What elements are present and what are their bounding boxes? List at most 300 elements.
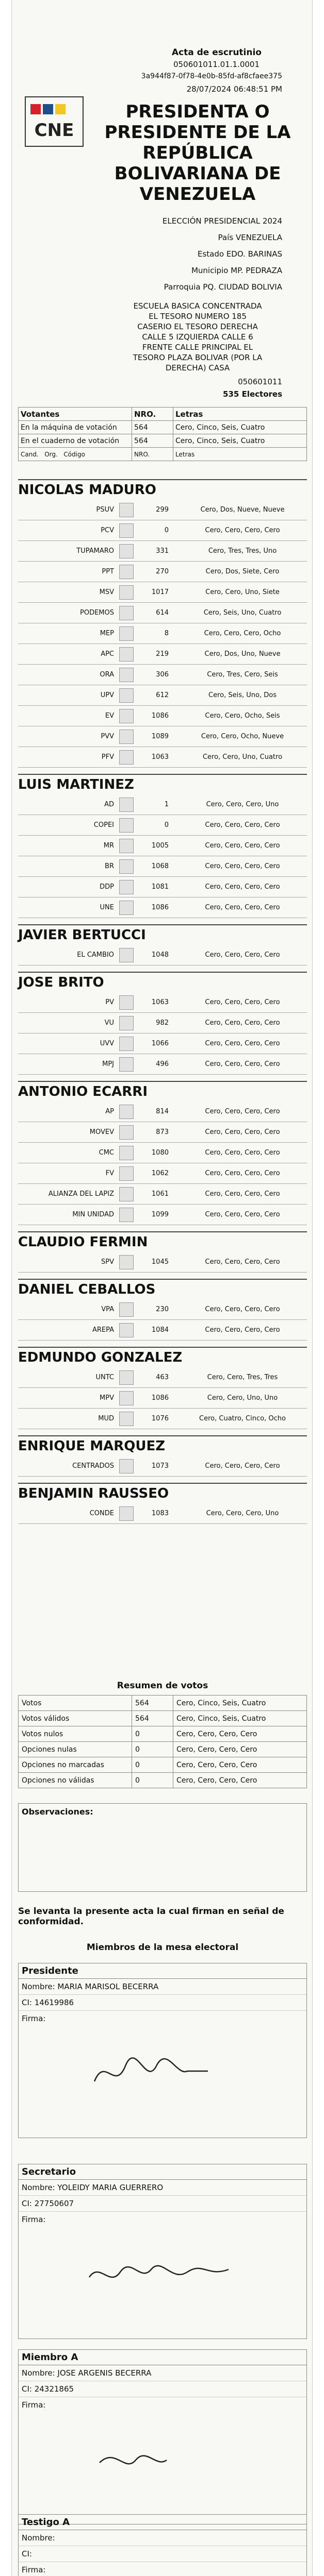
party-org: DDP xyxy=(100,883,114,891)
party-logo-icon xyxy=(119,626,134,641)
party-row xyxy=(18,706,307,726)
party-org: PODEMOS xyxy=(80,609,114,617)
party-row xyxy=(18,794,307,815)
acta-label: Acta de escrutinio xyxy=(171,47,262,58)
party-logo-icon xyxy=(119,503,134,517)
observaciones-label: Observaciones: xyxy=(22,1807,93,1817)
party-votes: 1073 xyxy=(151,1462,169,1470)
party-row xyxy=(18,623,307,644)
party-row xyxy=(18,1122,307,1143)
party-row xyxy=(18,562,307,582)
party-votes: 219 xyxy=(156,650,169,658)
party-org: MIN UNIDAD xyxy=(72,1211,114,1218)
signature-icon xyxy=(84,2045,239,2097)
candidate-name: ANTONIO ECARRI xyxy=(18,1081,307,1099)
candidate-name: JOSE BRITO xyxy=(18,972,307,990)
party-votes: 1086 xyxy=(151,712,169,720)
centro-line: EL TESORO NUMERO 185 xyxy=(149,312,247,321)
party-logo-icon xyxy=(119,839,134,853)
party-row xyxy=(18,500,307,520)
party-votes-letters: Cero, Cero, Cero, Cero xyxy=(205,1149,280,1157)
party-row xyxy=(18,1054,307,1075)
party-row xyxy=(18,897,307,918)
party-votes-letters: Cero, Cero, Cero, Cero xyxy=(205,1190,280,1198)
party-logo-icon xyxy=(119,948,134,962)
party-row xyxy=(18,1299,307,1320)
member-role: Presidente xyxy=(19,1963,306,1979)
parroquia: Parroquia PQ. CIUDAD BOLIVIA xyxy=(164,282,282,292)
signature-stroke xyxy=(94,2058,208,2081)
party-logo-icon xyxy=(119,688,134,703)
party-votes: 1017 xyxy=(151,588,169,596)
party-org: CONDE xyxy=(89,1510,114,1517)
party-org: COPEI xyxy=(93,821,114,829)
party-row xyxy=(18,685,307,706)
party-org: MEP xyxy=(100,630,114,637)
party-votes-letters: Cero, Cero, Cero, Cero xyxy=(205,951,280,959)
sub-codigo: Código xyxy=(63,450,85,458)
party-org: UVV xyxy=(100,1040,114,1047)
title-line-4: BOLIVARIANA DE xyxy=(114,163,281,184)
party-votes: 1063 xyxy=(151,998,169,1006)
party-votes-letters: Cero, Dos, Nueve, Nueve xyxy=(200,506,285,514)
totals-label: Votos xyxy=(19,1696,132,1711)
candidate-name: EDMUNDO GONZALEZ xyxy=(18,1347,307,1365)
sub-nro: NRO. xyxy=(132,448,173,461)
party-votes: 1 xyxy=(164,801,169,808)
party-votes-letters: Cero, Seis, Uno, Cuatro xyxy=(203,609,282,617)
party-logo-icon xyxy=(119,901,134,915)
totals-letras: Cero, Cero, Cero, Cero xyxy=(173,1726,307,1742)
sub-org: Org. xyxy=(44,450,58,458)
member-ci: CI: xyxy=(19,2546,306,2562)
party-votes-letters: Cero, Cero, Cero, Cero xyxy=(205,1040,280,1047)
sub-cand: Cand. xyxy=(21,450,39,458)
candidate-name: NICOLAS MADURO xyxy=(18,479,307,498)
party-row xyxy=(18,1252,307,1273)
table-row xyxy=(19,421,307,434)
party-votes-letters: Cero, Cero, Tres, Tres xyxy=(207,1374,278,1381)
totals-letras: Cero, Cinco, Seis, Cuatro xyxy=(173,1711,307,1726)
party-votes-letters: Cero, Cero, Cero, Cero xyxy=(205,1306,280,1313)
party-logo-icon xyxy=(119,1391,134,1405)
party-org: BR xyxy=(105,862,114,870)
party-logo-icon xyxy=(119,585,134,600)
party-org: VPA xyxy=(101,1306,114,1313)
party-votes: 0 xyxy=(164,821,169,829)
party-row xyxy=(18,1409,307,1429)
party-logo-icon xyxy=(119,1323,134,1337)
party-votes: 299 xyxy=(156,506,169,514)
totals-letras: Cero, Cero, Cero, Cero xyxy=(173,1757,307,1773)
centro-line: TESORO PLAZA BOLIVAR (POR LA xyxy=(133,353,263,362)
party-votes-letters: Cero, Cero, Cero, Cero xyxy=(205,1170,280,1177)
party-org: MPJ xyxy=(102,1060,114,1068)
totals-table xyxy=(18,1695,307,1788)
member-firma: Firma: xyxy=(22,2215,46,2224)
member-firma: Firma: xyxy=(22,2565,46,2574)
row-letras: Cero, Cinco, Seis, Cuatro xyxy=(173,434,307,448)
party-votes-letters: Cero, Cero, Cero, Cero xyxy=(205,1019,280,1027)
party-votes: 1045 xyxy=(151,1258,169,1266)
totals-label: Votos nulos xyxy=(19,1726,132,1742)
party-votes: 1048 xyxy=(151,951,169,959)
party-votes: 1086 xyxy=(151,1394,169,1402)
title-line-2: PRESIDENTE DE LA xyxy=(104,122,291,143)
member-role: Testigo A xyxy=(19,2515,306,2530)
party-row xyxy=(18,665,307,685)
party-row xyxy=(18,1320,307,1341)
party-org: AREPA xyxy=(92,1326,114,1334)
party-logo-icon xyxy=(119,1105,134,1119)
row-nro: 564 xyxy=(132,421,173,434)
party-org: PVV xyxy=(101,733,114,740)
party-org: MR xyxy=(103,842,114,850)
party-org: PSUV xyxy=(96,506,114,514)
candidate-name: BENJAMIN RAUSSEO xyxy=(18,1483,307,1501)
party-row xyxy=(18,1143,307,1163)
cne-logo-icon xyxy=(21,92,87,152)
party-row xyxy=(18,945,307,965)
party-logo-icon xyxy=(119,647,134,662)
party-votes: 1062 xyxy=(151,1170,169,1177)
party-votes: 1083 xyxy=(151,1510,169,1517)
sub-col xyxy=(19,448,132,461)
totals-nro: 0 xyxy=(132,1773,173,1788)
party-logo-icon xyxy=(119,1057,134,1072)
party-logo-icon xyxy=(119,1146,134,1160)
party-votes-letters: Cero, Cero, Cero, Cero xyxy=(205,904,280,911)
party-row xyxy=(18,1163,307,1184)
party-votes-letters: Cero, Cero, Cero, Cero xyxy=(205,1128,280,1136)
totals-row xyxy=(19,1726,307,1742)
party-row xyxy=(18,582,307,603)
party-org: MOVEV xyxy=(89,1128,114,1136)
member-ci: CI: 24321865 xyxy=(19,2381,306,2397)
party-org: UNE xyxy=(100,904,114,911)
party-org: SPV xyxy=(101,1258,114,1266)
party-votes-letters: Cero, Cero, Cero, Cero xyxy=(205,1211,280,1218)
receipt-paper xyxy=(11,0,313,2576)
totals-label: Votos válidos xyxy=(19,1711,132,1726)
party-org: CENTRADOS xyxy=(72,1462,114,1470)
party-logo-icon xyxy=(119,668,134,682)
party-votes-letters: Cero, Cero, Cero, Uno xyxy=(206,801,279,808)
signature-stroke xyxy=(100,2456,167,2464)
pais: País VENEZUELA xyxy=(218,233,282,242)
party-org: CMC xyxy=(99,1149,114,1157)
member-nombre: Nombre: xyxy=(19,2530,306,2546)
party-votes-letters: Cero, Dos, Siete, Cero xyxy=(205,568,280,575)
members-title: Miembros de la mesa electoral xyxy=(86,1942,239,1953)
party-votes-letters: Cero, Cero, Cero, Ocho xyxy=(204,630,281,637)
estado: Estado EDO. BARINAS xyxy=(198,249,282,259)
party-org: MSV xyxy=(99,588,114,596)
party-logo-icon xyxy=(119,730,134,744)
col-nro: NRO. xyxy=(132,408,173,421)
party-org: EV xyxy=(105,712,114,720)
party-logo-icon xyxy=(119,523,134,538)
party-votes: 1076 xyxy=(151,1415,169,1422)
totals-row xyxy=(19,1696,307,1711)
party-logo-icon xyxy=(119,565,134,579)
party-votes-letters: Cero, Cero, Cero, Cero xyxy=(205,527,280,534)
party-row xyxy=(18,541,307,562)
party-row xyxy=(18,1184,307,1205)
party-row xyxy=(18,877,307,897)
party-votes-letters: Cero, Tres, Cero, Seis xyxy=(207,671,278,679)
party-logo-icon xyxy=(119,1370,134,1385)
party-logo-icon xyxy=(119,1459,134,1473)
party-votes-letters: Cero, Cero, Uno, Siete xyxy=(205,588,280,596)
acta-timestamp: 28/07/2024 06:48:51 PM xyxy=(186,84,282,94)
party-votes-letters: Cero, Cuatro, Cinco, Ocho xyxy=(199,1415,286,1422)
party-logo-icon xyxy=(119,544,134,558)
row-letras: Cero, Cinco, Seis, Cuatro xyxy=(173,421,307,434)
party-org: FV xyxy=(105,1170,114,1177)
party-votes: 1099 xyxy=(151,1211,169,1218)
candidate-name: LUIS MARTINEZ xyxy=(18,774,307,792)
totals-row xyxy=(19,1757,307,1773)
party-votes: 331 xyxy=(156,547,169,555)
party-org: TUPAMARO xyxy=(76,547,114,555)
party-row xyxy=(18,1503,307,1524)
party-row xyxy=(18,856,307,877)
col-letras: Letras xyxy=(173,408,307,421)
party-logo-icon xyxy=(119,818,134,833)
party-votes-letters: Cero, Cero, Cero, Cero xyxy=(205,998,280,1006)
totals-label: Opciones no marcadas xyxy=(19,1757,132,1773)
party-logo-icon xyxy=(119,859,134,874)
party-org: EL CAMBIO xyxy=(77,951,114,959)
resumen-title: Resumen de votos xyxy=(117,1681,208,1691)
party-votes-letters: Cero, Tres, Tres, Uno xyxy=(208,547,277,555)
centro-line: FRENTE CALLE PRINCIPAL EL xyxy=(142,343,253,352)
party-logo-icon xyxy=(119,1506,134,1521)
party-votes: 1080 xyxy=(151,1149,169,1157)
table-header-row xyxy=(19,408,307,421)
party-votes-letters: Cero, Cero, Cero, Cero xyxy=(205,842,280,850)
totals-label: Opciones nulas xyxy=(19,1742,132,1757)
signature-icon xyxy=(84,2432,239,2483)
totals-letras: Cero, Cero, Cero, Cero xyxy=(173,1742,307,1757)
election-name: ELECCIÓN PRESIDENCIAL 2024 xyxy=(162,216,282,226)
acta-number: 050601011.01.1.0001 xyxy=(173,60,260,69)
party-votes: 1086 xyxy=(151,904,169,911)
party-votes: 230 xyxy=(156,1306,169,1313)
member-nombre: Nombre: YOLEIDY MARIA GUERRERO xyxy=(19,2180,306,2196)
party-logo-icon xyxy=(119,1037,134,1051)
party-org: UNTC xyxy=(95,1374,114,1381)
party-logo-icon xyxy=(119,1255,134,1269)
party-votes: 614 xyxy=(156,609,169,617)
mesa-code: 050601011 xyxy=(238,377,282,386)
party-org: AD xyxy=(104,801,114,808)
observaciones-box xyxy=(18,1803,307,1892)
title-line-3: REPÚBLICA xyxy=(142,143,253,163)
party-org: PFV xyxy=(101,753,114,761)
party-votes: 463 xyxy=(156,1374,169,1381)
party-votes-letters: Cero, Cero, Cero, Cero xyxy=(205,1258,280,1266)
member-ci: CI: 27750607 xyxy=(19,2196,306,2212)
party-logo-icon xyxy=(119,709,134,723)
party-votes-letters: Cero, Cero, Cero, Cero xyxy=(205,883,280,891)
totals-row xyxy=(19,1742,307,1757)
party-org: PCV xyxy=(101,527,114,534)
party-votes-letters: Cero, Seis, Uno, Dos xyxy=(208,691,277,699)
party-votes-letters: Cero, Cero, Cero, Cero xyxy=(205,1108,280,1115)
party-votes: 612 xyxy=(156,691,169,699)
party-votes-letters: Cero, Cero, Cero, Cero xyxy=(205,1060,280,1068)
row-label: En la máquina de votación xyxy=(19,421,132,434)
totals-nro: 0 xyxy=(132,1726,173,1742)
party-row xyxy=(18,1205,307,1225)
party-votes: 1061 xyxy=(151,1190,169,1198)
party-votes-letters: Cero, Cero, Cero, Uno xyxy=(206,1510,279,1517)
municipio: Municipio MP. PEDRAZA xyxy=(191,266,282,275)
party-votes-letters: Cero, Cero, Ocho, Nueve xyxy=(201,733,284,740)
party-votes: 814 xyxy=(156,1108,169,1115)
party-org: ORA xyxy=(100,671,114,679)
party-row xyxy=(18,603,307,623)
party-votes: 8 xyxy=(164,630,169,637)
member-firma: Firma: xyxy=(22,2014,46,2023)
totals-nro: 564 xyxy=(132,1696,173,1711)
sub-letras: Letras xyxy=(173,448,307,461)
totals-nro: 564 xyxy=(132,1711,173,1726)
totals-letras: Cero, Cero, Cero, Cero xyxy=(173,1773,307,1788)
votantes-table xyxy=(18,407,307,461)
centro-line: ESCUELA BASICA CONCENTRADA xyxy=(133,301,262,311)
totals-row xyxy=(19,1711,307,1726)
party-votes: 0 xyxy=(164,527,169,534)
party-logo-icon xyxy=(119,1187,134,1201)
totals-label: Opciones no válidas xyxy=(19,1773,132,1788)
member-ci: CI: 14619986 xyxy=(19,1995,306,2011)
col-votantes: Votantes xyxy=(19,408,132,421)
party-row xyxy=(18,726,307,747)
candidate-name: CLAUDIO FERMIN xyxy=(18,1231,307,1250)
party-org: ALIANZA DEL LAPIZ xyxy=(48,1190,114,1198)
party-votes-letters: Cero, Cero, Cero, Cero xyxy=(205,1326,280,1334)
party-org: UPV xyxy=(100,691,114,699)
member-nombre: Nombre: JOSE ARGENIS BECERRA xyxy=(19,2365,306,2381)
title-line-5: VENEZUELA xyxy=(139,184,256,205)
party-logo-icon xyxy=(119,798,134,812)
logo-text: CNE xyxy=(34,120,74,141)
acta-header xyxy=(12,0,313,546)
totals-letras: Cero, Cinco, Seis, Cuatro xyxy=(173,1696,307,1711)
candidate-name: ENRIQUE MARQUEZ xyxy=(18,1435,307,1454)
sub-header-row xyxy=(19,448,307,461)
party-votes-letters: Cero, Dos, Uno, Nueve xyxy=(204,650,281,658)
totals-row xyxy=(19,1773,307,1788)
party-votes-letters: Cero, Cero, Ocho, Seis xyxy=(205,712,280,720)
party-row xyxy=(18,815,307,836)
party-votes: 1066 xyxy=(151,1040,169,1047)
party-votes: 1005 xyxy=(151,842,169,850)
party-logo-icon xyxy=(119,1302,134,1317)
party-row xyxy=(18,1013,307,1033)
party-org: MPV xyxy=(100,1394,114,1402)
party-logo-icon xyxy=(119,880,134,894)
totals-nro: 0 xyxy=(132,1742,173,1757)
party-votes-letters: Cero, Cero, Uno, Uno xyxy=(207,1394,278,1402)
party-logo-icon xyxy=(119,750,134,765)
party-logo-icon xyxy=(119,1016,134,1030)
candidate-name: DANIEL CEBALLOS xyxy=(18,1279,307,1297)
party-votes: 306 xyxy=(156,671,169,679)
party-votes: 982 xyxy=(156,1019,169,1027)
party-votes: 1063 xyxy=(151,753,169,761)
party-votes-letters: Cero, Cero, Cero, Cero xyxy=(205,862,280,870)
party-row xyxy=(18,1388,307,1409)
party-org: APC xyxy=(101,650,114,658)
party-votes-letters: Cero, Cero, Cero, Cero xyxy=(205,1462,280,1470)
party-row xyxy=(18,992,307,1013)
party-votes: 1084 xyxy=(151,1326,169,1334)
party-votes: 1068 xyxy=(151,862,169,870)
party-row xyxy=(18,836,307,856)
row-nro: 564 xyxy=(132,434,173,448)
party-row xyxy=(18,747,307,768)
party-row xyxy=(18,1456,307,1477)
party-org: MUD xyxy=(98,1415,114,1422)
candidate-name: JAVIER BERTUCCI xyxy=(18,924,307,943)
party-row xyxy=(18,1101,307,1122)
party-logo-icon xyxy=(119,995,134,1010)
electores-count: 535 Electores xyxy=(223,389,282,399)
party-org: PV xyxy=(105,998,114,1006)
party-votes-letters: Cero, Cero, Uno, Cuatro xyxy=(202,753,283,761)
party-logo-icon xyxy=(119,1166,134,1181)
member-role: Secretario xyxy=(19,2164,306,2180)
centro-line: CASERIO EL TESORO DERECHA xyxy=(137,322,258,331)
party-votes-letters: Cero, Cero, Cero, Cero xyxy=(205,821,280,829)
table-row xyxy=(19,434,307,448)
party-votes: 270 xyxy=(156,568,169,575)
party-votes: 1089 xyxy=(151,733,169,740)
row-label: En el cuaderno de votación xyxy=(19,434,132,448)
party-votes: 873 xyxy=(156,1128,169,1136)
party-logo-icon xyxy=(119,606,134,620)
centro-line: CALLE 5 IZQUIERDA CALLE 6 xyxy=(142,332,253,342)
party-logo-icon xyxy=(119,1412,134,1426)
totals-nro: 0 xyxy=(132,1757,173,1773)
party-logo-icon xyxy=(119,1208,134,1222)
party-logo-icon xyxy=(119,1125,134,1140)
party-row xyxy=(18,1367,307,1388)
party-votes: 1081 xyxy=(151,883,169,891)
party-org: AP xyxy=(105,1108,114,1115)
party-row xyxy=(18,520,307,541)
signature-stroke xyxy=(89,2266,229,2277)
party-org: PPT xyxy=(102,568,114,575)
member-nombre: Nombre: MARIA MARISOL BECERRA xyxy=(19,1979,306,1995)
party-votes: 496 xyxy=(156,1060,169,1068)
title-line-1: PRESIDENTA O xyxy=(125,101,270,122)
party-row xyxy=(18,1033,307,1054)
member-role: Miembro A xyxy=(19,2350,306,2365)
member-firma: Firma: xyxy=(22,2400,46,2410)
signature-icon xyxy=(84,2246,239,2298)
acta-hash: 3a944f87-0f78-4e0b-85fd-af8cfaee375 xyxy=(141,72,282,80)
member-box xyxy=(18,2514,307,2576)
centro-line: DERECHA) CASA xyxy=(165,363,230,372)
party-row xyxy=(18,644,307,665)
party-org: VU xyxy=(104,1019,114,1027)
conformity-text: Se levanta la presente acta la cual firman en señal de conformidad. xyxy=(18,1906,284,1927)
